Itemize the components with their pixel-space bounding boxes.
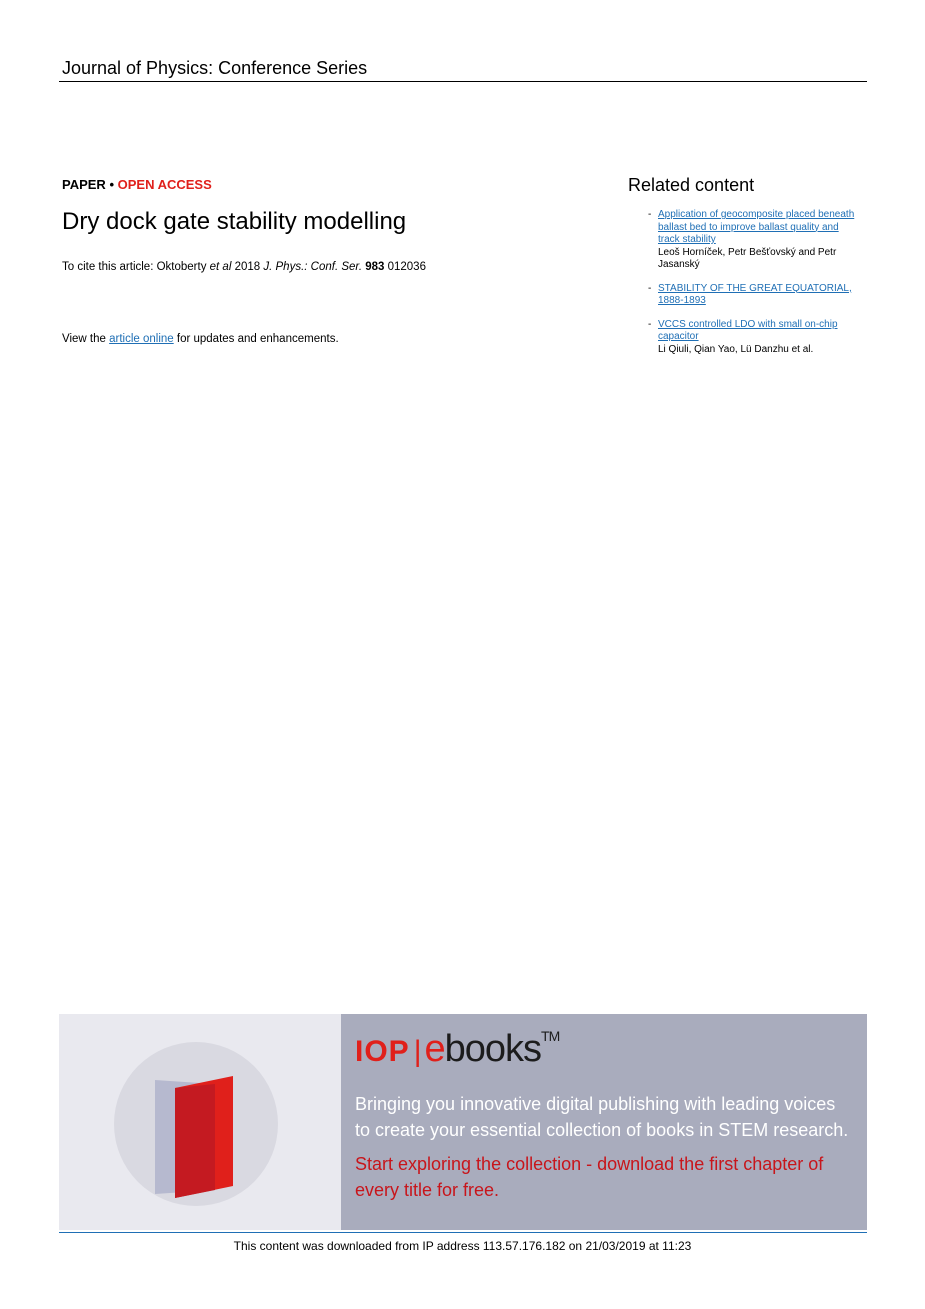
related-dash: - xyxy=(648,318,652,330)
view-online-line xyxy=(62,333,339,345)
citation-line xyxy=(62,261,426,273)
brand-separator: | xyxy=(413,1035,421,1068)
related-dash: - xyxy=(648,209,652,220)
ebooks-banner[interactable] xyxy=(59,1014,867,1230)
cite-prefix: To cite this article: Oktoberty xyxy=(62,261,210,273)
cite-volume: 983 xyxy=(365,261,385,273)
cite-year: 2018 xyxy=(231,261,264,273)
banner-call-to-action: Start exploring the collection - download the first chapter of every title for free. xyxy=(355,1154,824,1200)
related-dash: - xyxy=(648,282,652,294)
book-logo-icon xyxy=(109,1038,289,1208)
footer-rule xyxy=(59,1232,867,1233)
related-authors: Leoš Horníček, Petr Bešťovský and Petr Jasanský xyxy=(658,246,837,270)
cite-article: 012036 xyxy=(384,261,426,273)
download-footer: This content was downloaded from IP address 113.57.176.182 on 21/03/2019 at 11:23 xyxy=(233,1239,692,1253)
header-rule xyxy=(59,81,867,82)
paper-tag xyxy=(62,177,212,192)
related-heading: Related content xyxy=(628,175,755,195)
related-link[interactable]: VCCS controlled LDO with small on-chip capacitor xyxy=(658,318,838,342)
banner-left-panel xyxy=(59,1014,341,1230)
related-link[interactable]: Application of geocomposite placed beneath ballast bed to improve ballast quality and track stability xyxy=(658,209,855,245)
related-item xyxy=(648,319,863,357)
related-item xyxy=(648,283,863,308)
open-access-label: OPEN ACCESS xyxy=(117,177,212,192)
related-link[interactable]: STABILITY OF THE GREAT EQUATORIAL, 1888-1893 xyxy=(658,282,852,306)
ebooks-brand-logo xyxy=(355,1028,559,1071)
related-list xyxy=(648,209,863,367)
article-online-link[interactable]: article online xyxy=(109,333,174,345)
brand-tm: TM xyxy=(541,1028,560,1044)
view-prefix: View the xyxy=(62,333,110,345)
related-authors: Li Qiuli, Qian Yao, Lü Danzhu et al. xyxy=(658,343,814,355)
paper-label: PAPER xyxy=(62,177,106,192)
brand-iop: IOP xyxy=(355,1035,410,1068)
brand-e: e xyxy=(424,1028,445,1070)
cite-etal: et al xyxy=(209,261,232,273)
brand-books: books xyxy=(444,1028,542,1070)
cite-journal: J. Phys.: Conf. Ser. xyxy=(263,261,363,273)
journal-header: Journal of Physics: Conference Series xyxy=(62,58,368,78)
tag-bullet: • xyxy=(105,177,118,192)
view-suffix: for updates and enhancements. xyxy=(173,333,339,345)
banner-tagline: Bringing you innovative digital publishing with leading voices to create your essential collection of books in STEM research. xyxy=(355,1094,849,1140)
related-item xyxy=(648,209,863,272)
article-title: Dry dock gate stability modelling xyxy=(62,208,407,235)
